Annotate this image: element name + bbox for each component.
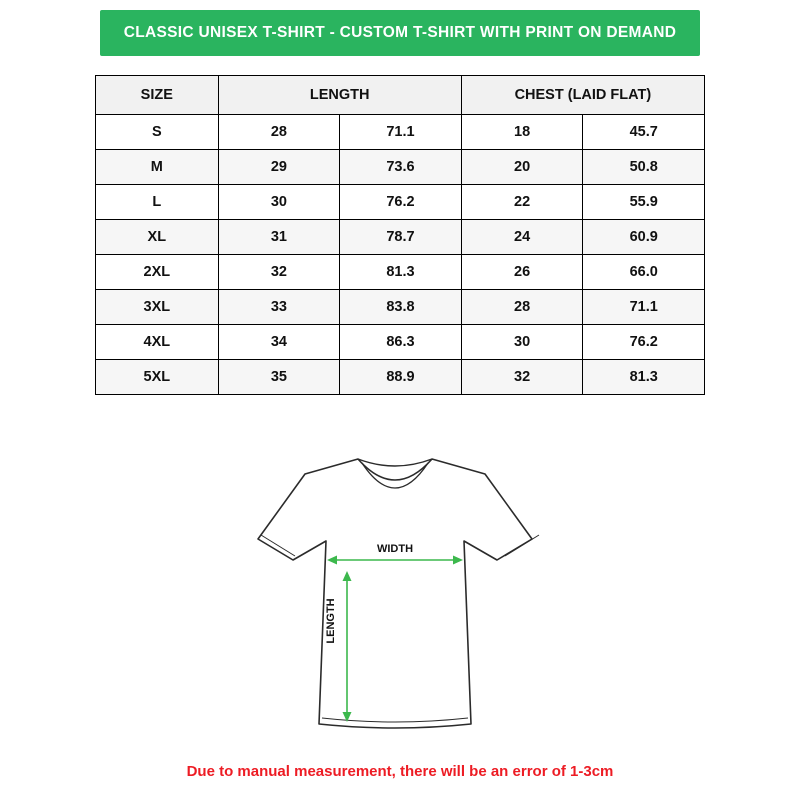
cell-size: L [96,185,219,220]
cell-size: 5XL [96,360,219,395]
cell-length-cm: 81.3 [340,255,462,290]
table-row [96,325,705,360]
cell-length-in: 29 [218,150,340,185]
cell-length-in: 30 [218,185,340,220]
cell-chest-in: 28 [461,290,583,325]
cell-length-in: 34 [218,325,340,360]
tshirt-diagram-container [250,443,550,753]
cell-chest-cm: 81.3 [583,360,705,395]
cell-chest-in: 22 [461,185,583,220]
cell-length-in: 35 [218,360,340,395]
tshirt-outline [258,459,532,728]
cell-chest-cm: 71.1 [583,290,705,325]
cell-length-in: 33 [218,290,340,325]
cell-size: M [96,150,219,185]
table-row [96,255,705,290]
table-row [96,220,705,255]
collar-back-line [358,459,432,466]
cell-chest-in: 32 [461,360,583,395]
cell-chest-in: 30 [461,325,583,360]
cell-length-cm: 88.9 [340,360,462,395]
cell-length-in: 31 [218,220,340,255]
table-header-row [96,76,705,115]
cell-size: 4XL [96,325,219,360]
size-chart-wrapper [95,75,705,395]
header-length: LENGTH [218,76,461,115]
cell-size: 2XL [96,255,219,290]
cell-length-cm: 78.7 [340,220,462,255]
cell-chest-cm: 76.2 [583,325,705,360]
table-row [96,185,705,220]
tshirt-diagram [250,443,550,748]
cell-size: XL [96,220,219,255]
cell-length-in: 28 [218,115,340,150]
cell-length-cm: 83.8 [340,290,462,325]
table-row [96,150,705,185]
table-row [96,360,705,395]
banner [100,10,700,56]
cell-length-cm: 71.1 [340,115,462,150]
cell-chest-cm: 45.7 [583,115,705,150]
table-row [96,290,705,325]
cell-chest-in: 26 [461,255,583,290]
cell-chest-in: 20 [461,150,583,185]
cell-size: S [96,115,219,150]
header-chest: CHEST (LAID FLAT) [461,76,704,115]
cell-length-cm: 86.3 [340,325,462,360]
table-row [96,115,705,150]
header-size: SIZE [96,76,219,115]
cell-chest-cm: 55.9 [583,185,705,220]
page-title: CLASSIC UNISEX T-SHIRT - CUSTOM T-SHIRT WITH PRINT ON DEMAND [123,24,677,41]
note-text: Due to manual measurement, there will be an error of 1-3cm [186,763,614,780]
cell-chest-cm: 60.9 [583,220,705,255]
width-label: WIDTH [376,543,414,555]
cell-length-cm: 76.2 [340,185,462,220]
cell-chest-in: 24 [461,220,583,255]
cell-chest-in: 18 [461,115,583,150]
cell-length-cm: 73.6 [340,150,462,185]
size-chart-table [95,75,705,395]
cell-length-in: 32 [218,255,340,290]
length-label: LENGTH [325,598,337,644]
cell-size: 3XL [96,290,219,325]
cell-chest-cm: 66.0 [583,255,705,290]
cell-chest-cm: 50.8 [583,150,705,185]
